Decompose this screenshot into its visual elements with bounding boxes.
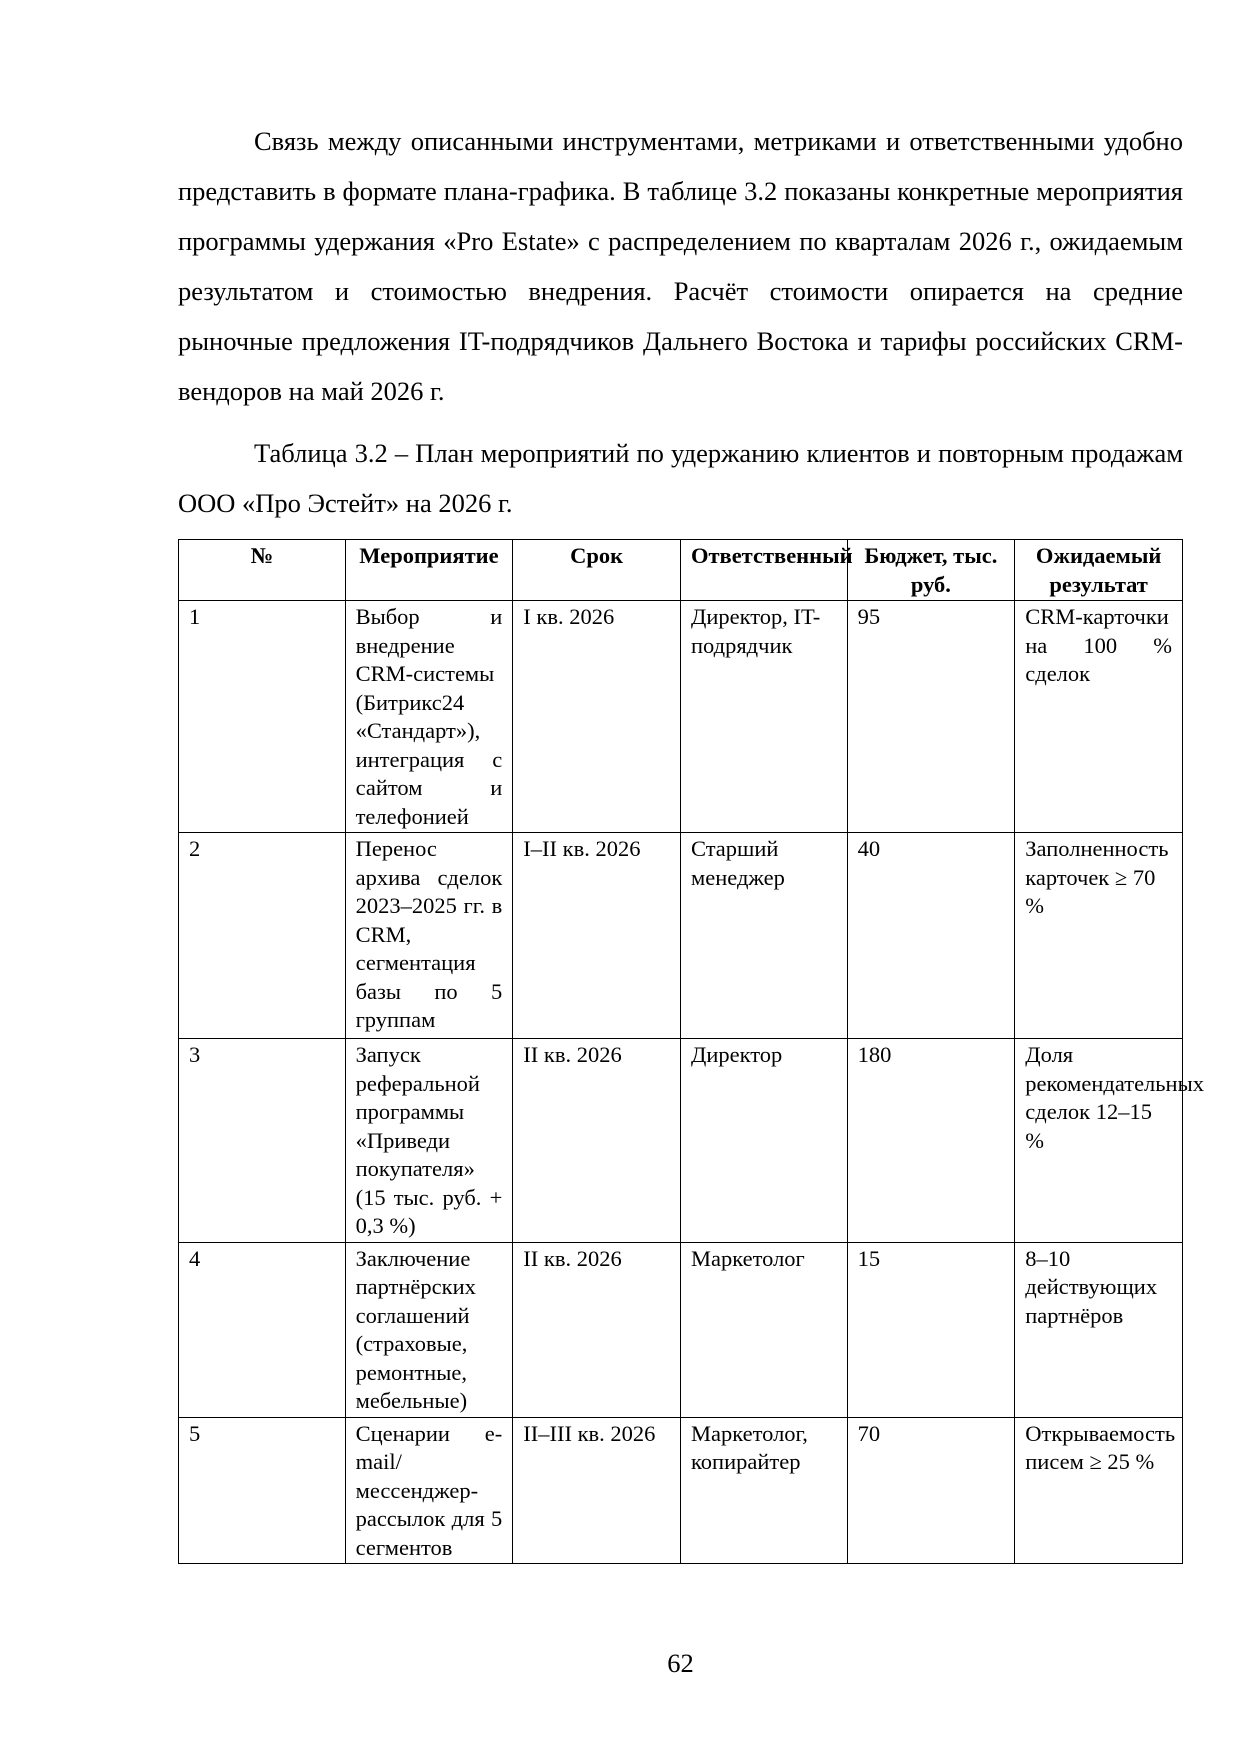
- cell-number: 5: [179, 1417, 346, 1564]
- cell-result: Открываемость писем ≥ 25 %: [1015, 1417, 1183, 1564]
- cell-period: I–II кв. 2026: [513, 833, 681, 1039]
- table-body: [179, 601, 1204, 1564]
- cell-period: II кв. 2026: [513, 1242, 681, 1417]
- table-row: [179, 833, 1183, 1039]
- cell-responsible: Директор, IT-подрядчик: [680, 601, 847, 833]
- cell-number: 2: [179, 833, 346, 1039]
- cell-budget: 40: [847, 833, 1015, 1039]
- cell-number: 4: [179, 1242, 346, 1417]
- header-row: [179, 540, 1183, 601]
- table-row: [179, 601, 1183, 833]
- cell-responsible: Старший менеджер: [680, 833, 847, 1039]
- cell-budget: 180: [847, 1039, 1015, 1243]
- table-row: [179, 1242, 1183, 1417]
- cell-responsible: Маркетолог: [680, 1242, 847, 1417]
- page-number: 62: [667, 1648, 694, 1678]
- header-event: Мероприятие: [345, 540, 513, 601]
- cell-event: Заключение партнёрских соглашений (страховые, ремонтные, мебельные): [345, 1242, 513, 1417]
- cell-period: I кв. 2026: [513, 601, 681, 833]
- cell-event: Запуск реферальной программы «Приведи покупателя» (15 тыс. руб. + 0,3 %): [345, 1039, 513, 1243]
- cell-budget: 95: [847, 601, 1015, 833]
- cell-number: 1: [179, 601, 346, 833]
- cell-result: Доля рекомендательных сделок 12–15 %: [1015, 1039, 1183, 1243]
- table-caption: Таблица 3.2 – План мероприятий по удержанию клиентов и повторным продажам ООО «Про Эстейт» на 2026 г.: [178, 438, 1183, 518]
- cell-responsible: Маркетолог, копирайтер: [680, 1417, 847, 1564]
- table-row: [179, 1039, 1183, 1243]
- cell-number: 3: [179, 1039, 346, 1243]
- cell-event: Перенос архива сделок 2023–2025 гг. в CRM, сегментация базы по 5 группам: [345, 833, 513, 1039]
- header-number: №: [179, 540, 346, 601]
- action-plan-table: [178, 539, 1204, 1564]
- cell-result: Заполненность карточек ≥ 70 %: [1015, 833, 1183, 1039]
- table-row: [179, 1417, 1183, 1564]
- cell-budget: 70: [847, 1417, 1015, 1564]
- table-header: [179, 540, 1183, 601]
- cell-period: II кв. 2026: [513, 1039, 681, 1243]
- body-paragraph: Связь между описанными инструментами, метриками и ответственными удобно представить в формате плана-графика. В таблице 3.2 показаны конкретные мероприятия программы удержания «Pro Estate» с распределением по кварталам 2026 г., ожидаемым результатом и стоимостью внедрения. Расчёт стоимости опирается на средние рыночные предложения IT-подрядчиков Дальнего Востока и тарифы российских CRM-вендоров на май 2026 г.: [178, 126, 1183, 406]
- header-responsible: Ответственный: [680, 540, 847, 601]
- cell-result: CRM-карточки на 100 % сделок: [1015, 601, 1183, 833]
- header-budget: Бюджет, тыс. руб.: [847, 540, 1015, 601]
- header-result: Ожидаемый результат: [1015, 540, 1183, 601]
- cell-event: Сценарии e-mail/мессенджер-рассылок для 5 сегментов: [345, 1417, 513, 1564]
- cell-budget: 15: [847, 1242, 1015, 1417]
- cell-event: Выбор и внедрение CRM-системы (Битрикс24 «Стандарт»), интеграция с сайтом и телефонией: [345, 601, 513, 833]
- cell-period: II–III кв. 2026: [513, 1417, 681, 1564]
- header-period: Срок: [513, 540, 681, 601]
- cell-responsible: Директор: [680, 1039, 847, 1243]
- cell-result: 8–10 действующих партнёров: [1015, 1242, 1183, 1417]
